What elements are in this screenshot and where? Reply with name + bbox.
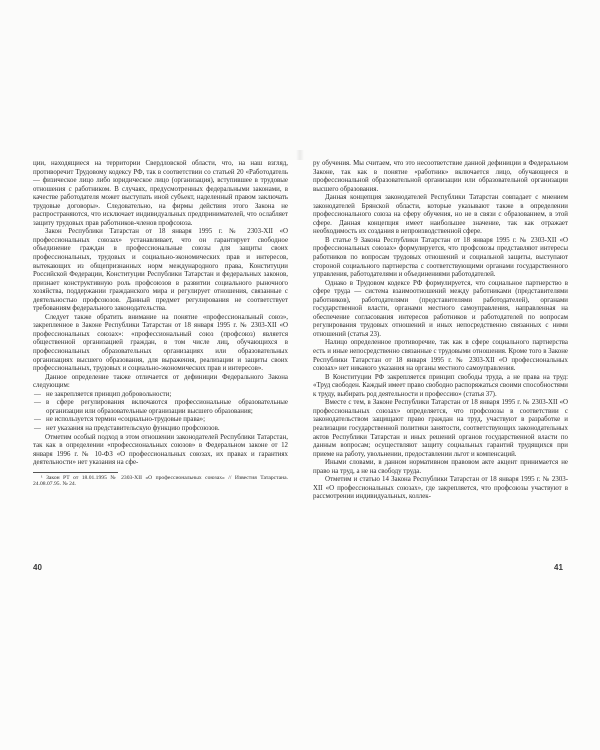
- page-number-left: 40: [33, 563, 42, 572]
- left-paragraph-1: ции, находящиеся на территории Свердловской области, что, на наш взгляд, противоречит Трудовому кодексу РФ, так в соответствии со статьей 20 «Работодатель — физическое лицо либо юридическое лицо (организация), вступившее в трудовые отношения с работником. В случаях, предусмотренных федеральными законами, в качестве работодателя может выступать иной субъект, наделенный правом заключать трудовые договоры». Следовательно, на фирмы действия этого Закона не распространяются, что исключает индивидуальных предпринимателей, что ослабляет защиту трудовых прав работников-членов профсоюза.: [33, 160, 288, 227]
- list-item: — нет указания на представительскую функцию профсоюзов.: [33, 425, 288, 434]
- left-text-column: [33, 160, 288, 488]
- list-item: — в сфере регулирования включаются профессиональные образовательные организации или образовательные организации высшего образования;: [33, 399, 288, 416]
- right-paragraph-8: Иными словами, в данном нормативном правовом акте акцент принимается не право на труд, а не на свободу труда.: [313, 459, 568, 475]
- left-paragraph-2: Закон Республики Татарстан от 18 января 1995 г. № 2303-XII «О профессиональных союзах» устанавливает, что он гарантирует свободное объединение граждан в профессиональные союзы для защиты своих профессиональных, трудовых и социально-экономических прав и интересов, вытекающих из общепризнанных норм международного права, Конституции Российской Федерации, Конституции Республики Татарстан и федеральных законов, признает конструктивную роль профсоюзов в развитии социального рыночного хозяйства, поддержании гражданского мира и регулирует отношения, связанные с деятельностью профсоюзов. Данный предмет регулирования не соответствует требованиям федерального законодательства.: [33, 228, 288, 313]
- right-paragraph-4: Однако в Трудовом кодексе РФ формулируется, что социальное партнерство в сфере труда — система взаимоотношений между работниками (представителями работников), работодателями (представителями работодателей), органами государственной власти, органами местного самоуправления, направленная на обеспечение согласования интересов работников и работодателей по вопросам регулирования трудовых отношений и иных непосредственно связанных с ними отношений (статья 23).: [313, 279, 568, 338]
- left-closing-paragraph: Отметим особый подход в этом отношении законодателей Республики Татарстан, так как в определении «профессиональных союзов» в Федеральном законе от 12 января 1996 г. № 10-ФЗ «О профессиональных союзах, их правах и гарантиях деятельности» нет указания на сфе-: [33, 433, 288, 467]
- left-paragraph-4: Данное определение также отличается от дефиниции Федерального Закона следующим:: [33, 373, 288, 390]
- right-page: [300, 160, 600, 750]
- differences-list: [33, 391, 288, 434]
- right-paragraph-2: Данная концепция законодателей Республики Татарстан совпадает с мнением законодателей Брянской области, которые указывают также в определении профессионального союза на сферу обучения, но не в связи с образованием, в этой сфере. Данная концепция имеет наибольшее значение, так как отражает необходимость их создания в непроизводственной сфере.: [313, 194, 568, 236]
- right-paragraph-5: Налицо определенное противоречие, так как в сфере социального партнерства есть и иные непосредственно связанные с трудовыми отношения. Кроме того в Законе Республики Татарстан от 18 января 1995 г. № 2303-XII «О профессиональных союзах» нет никакого указания на органы местного самоуправления.: [313, 339, 568, 373]
- right-paragraph-1: ру обучения. Мы считаем, что это несоответствие данной дефиниции в Федеральном Законе, так как в понятие «работник» включается лицо, обучающееся в профессиональной образовательной организации или образовательной организации высшего образования.: [313, 160, 568, 193]
- right-paragraph-6: В Конституции РФ закрепляется принцип свободы труда, а не права на труд: «Труд свободен. Каждый имеет право свободно распоряжаться своими способностями к труду, выбирать род деятельности и профессию» (статья 37).: [313, 373, 568, 398]
- right-text-column: [313, 160, 568, 502]
- right-paragraph-7: Вместе с тем, в Законе Республики Татарстан от 18 января 1995 г. № 2303-XII «О профессиональных союзах» определяется, что профсоюзы в соответствии с законодательством защищают право граждан на труд, участвуют в разработке и реализации государственной политики занятости, соответствующих законодательных актов Республики Татарстан и иных решений органов государственной власти по данным вопросам; осуществляют защиту социальных гарантий трудящихся при приеме на работу, увольнении, предоставлении льгот и компенсаций.: [313, 399, 568, 458]
- left-page: [0, 160, 300, 750]
- page-number-right: 41: [554, 563, 563, 572]
- footnote-separator: [33, 472, 118, 473]
- left-paragraph-3: Следует также обратить внимание на понятие «профессиональный союз», закрепленное в Законе Республики Татарстан от 18 января 1995 г. № 2303-XII «О профессиональных союзах»: «профессиональный союз (профсоюз) является общественной организацией граждан, в том числе лиц, обучающихся в профессиональных образовательных организациях или образовательных организациях высшего образования, для выражения, реализации и защиты своих профессиональных, трудовых и социально-экономических прав и интересов».: [33, 313, 288, 373]
- list-item: — не используется термин «социально-трудовые права»;: [33, 416, 288, 425]
- footnote: ¹ Закон РТ от 18.01.1995 № 2303-XII «О профессиональных союзах» // Известия Татарстана. 24.08.07.95. № 24.: [33, 474, 288, 488]
- list-item: — не закрепляется принцип добровольности;: [33, 391, 288, 400]
- right-paragraph-9: Отметим и статью 14 Закона Республики Татарстан от 18 января 1995 г. № 2303-XII «О профессиональных союзах», где закрепляется, что профсоюзы участвуют в рассмотрении индивидуальных, коллек-: [313, 476, 568, 501]
- right-paragraph-3: В статье 9 Закона Республики Татарстан от 18 января 1995 г. № 2303-XII «О профессиональных союзах» формулируется, что профсоюзы представляют интересы работников по вопросам трудовых отношений и социальной защиты, выступают стороной социального партнерства с соответствующими органами государственного управления, работодателями и объединениями работодателей.: [313, 236, 568, 279]
